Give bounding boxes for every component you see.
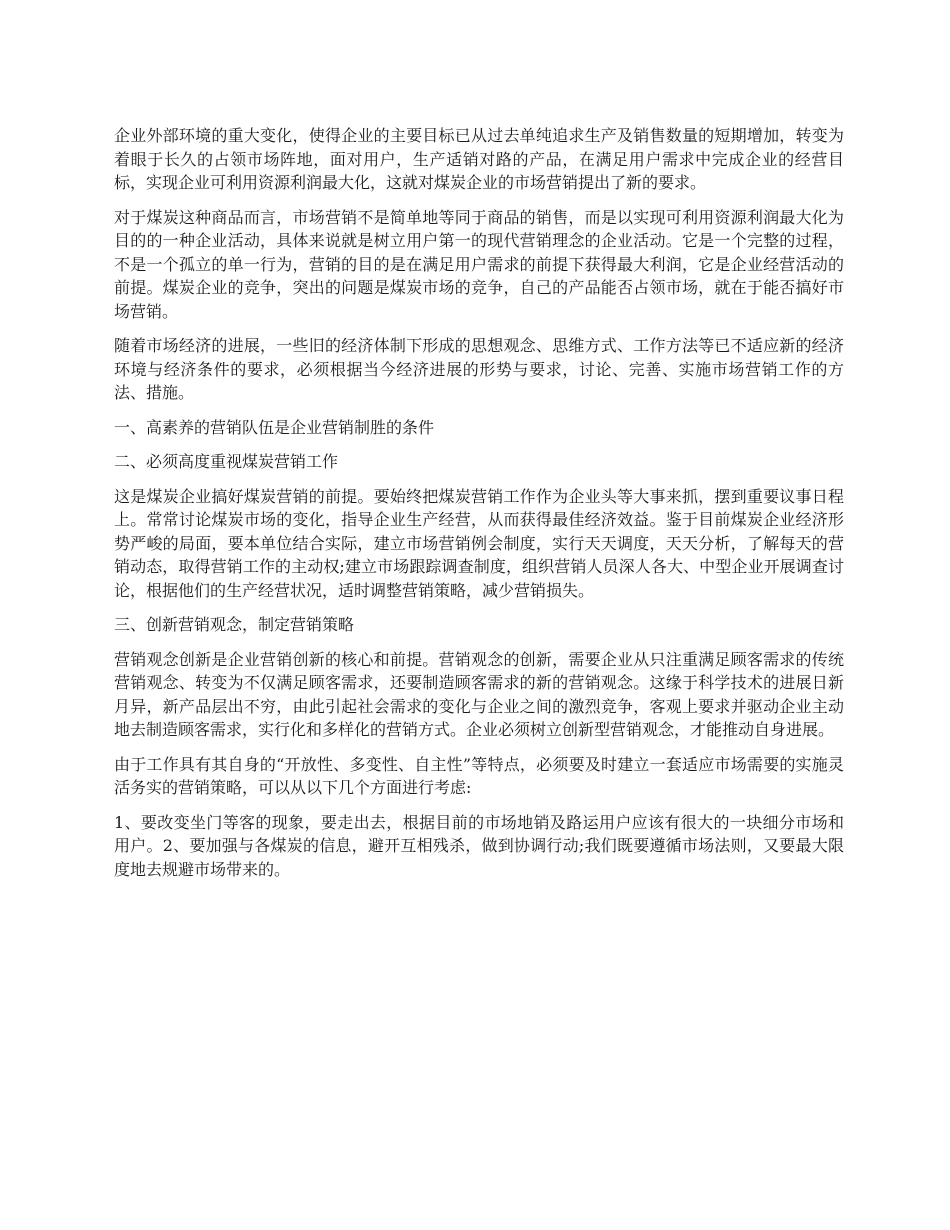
section-heading-2: 二、必须高度重视煤炭营销工作 — [114, 452, 339, 471]
section-heading-3: 三、创新营销观念，制定营销策略 — [114, 615, 355, 634]
section-heading-1: 一、高素养的营销队伍是企业营销制胜的条件 — [114, 417, 435, 437]
paragraph-1: 企业外部环境的重大变化，使得企业的主要目标已从过去单纯追求生产及销售数量的短期增加，转变为着眼于长久的占领市场阵地，面对用户，生产适销对路的产品，在满足用户需求中完成企业的经营目标，实现企业可利用资源利润最大化，这就对煤炭企业的市场营销提出了新的要求。 — [114, 126, 844, 192]
paragraph-6: 由于工作具有其自身的“开放性、多变性、自主性”等特点，必须要及时建立一套适应市场需要的实施灵活务实的营销策略，可以从以下几个方面进行考虑: — [114, 754, 844, 797]
paragraph-4: 这是煤炭企业搞好煤炭营销的前提。要始终把煤炭营销工作作为企业头等大事来抓，摆到重要议事日程上。常常讨论煤炭市场的变化，指导企业生产经营，从而获得最佳经济效益。鉴于目前煤炭企业经济形势严峻的局面，要本单位结合实际，建立市场营销例会制度，实行天天调度，天天分析，了解每天的营销动态，取得营销工作的主动权;建立市场跟踪调查制度，组织营销人员深人各大、中型企业开展调查讨论，根据他们的生产经营状况，适时调整营销策略，减少营销损失。 — [114, 486, 844, 600]
document-body — [114, 124, 844, 892]
paragraph-7: 1、要改变坐门等客的现象，要走出去，根据目前的市场地销及路运用户应该有很大的一块细分市场和用户。2、要加强与各煤炭的信息，避开互相残杀，做到协调行动;我们既要遵循市场法则，又要最大限度地去规避市场带来的。 — [114, 812, 844, 879]
paragraph-3: 随着市场经济的进展，一些旧的经济体制下形成的思想观念、思维方式、工作方法等已不适应新的经济环境与经济条件的要求，必须根据当今经济进展的形势与要求，讨论、完善、实施市场营销工作的方法、措施。 — [114, 336, 844, 402]
paragraph-5: 营销观念创新是企业营销创新的核心和前提。营销观念的创新，需要企业从只注重满足顾客需求的传统营销观念、转变为不仅满足顾客需求，还要制造顾客需求的新的营销观念。这缘于科学技术的进展日新月异，新产品层出不穷，由此引起社会需求的变化与企业之间的激烈竞争，客观上要求并驱动企业主动地去制造顾客需求，实行化和多样化的营销方式。企业必须树立创新型营销观念，才能推动自身进展。 — [114, 649, 844, 739]
paragraph-2: 对于煤炭这种商品而言，市场营销不是简单地等同于商品的销售，而是以实现可利用资源利润最大化为目的的一种企业活动，具体来说就是树立用户第一的现代营销理念的企业活动。它是一个完整的过程，不是一个孤立的单一行为，营销的目的是在满足用户需求的前提下获得最大利润，它是企业经营活动的前提。煤炭企业的竞争，突出的问题是煤炭市场的竞争，自己的产品能否占领市场，就在于能否搞好市场营销。 — [114, 207, 844, 321]
